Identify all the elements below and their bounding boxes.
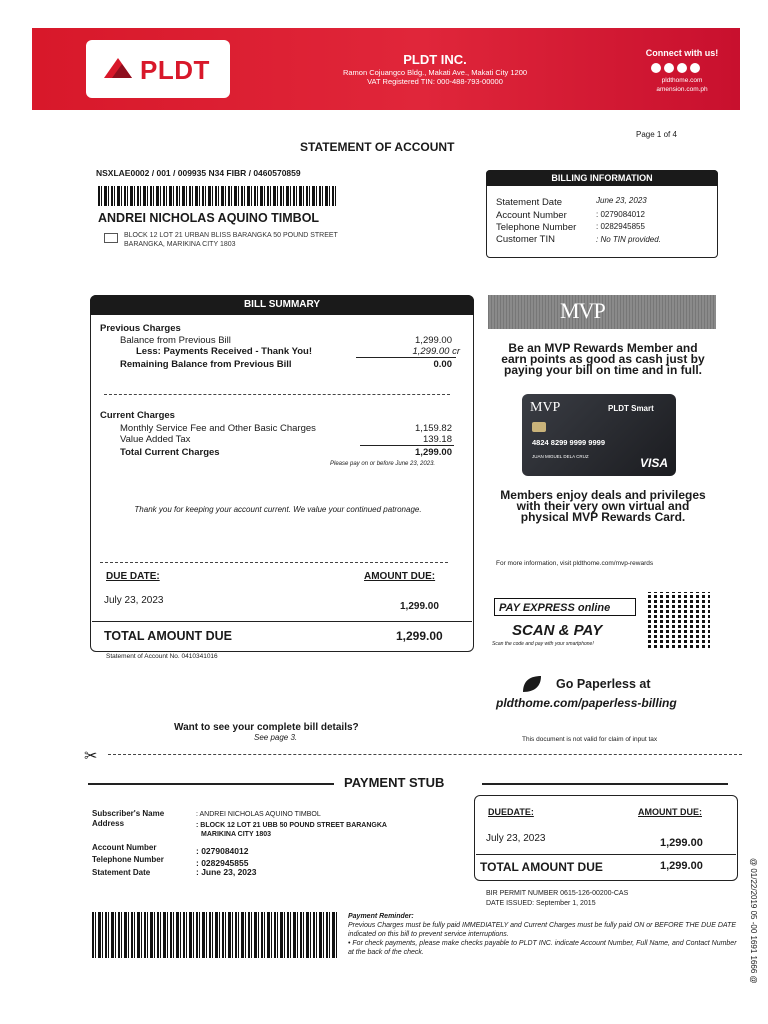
stub-rule-right xyxy=(482,783,728,785)
mvp-card-image xyxy=(522,394,676,476)
bi-value-tin: : No TIN provided. xyxy=(596,235,661,244)
site-link-1[interactable]: pldthome.com xyxy=(661,77,703,84)
card-chip-icon xyxy=(532,422,546,432)
bi-value-statement-date: June 23, 2023 xyxy=(596,196,647,205)
stub-due-label: DUEDATE: xyxy=(488,807,534,817)
bi-label-tin: Customer TIN xyxy=(496,234,555,245)
bi-value-telephone: : 0282945855 xyxy=(596,222,645,231)
stub-value-account: : 0279084012 xyxy=(196,846,249,856)
account-code-line: NSXLAE0002 / 001 / 009935 N34 FIBR / 0460570859 xyxy=(96,168,301,178)
stub-amount-label: AMOUNT DUE: xyxy=(638,807,702,817)
more-info-link[interactable]: For more information, visit pldthome.com/mvp-rewards xyxy=(496,560,654,567)
bi-label-account-number: Account Number xyxy=(496,210,567,221)
connect-text: Connect with us! xyxy=(645,48,719,58)
bi-label-telephone: Telephone Number xyxy=(496,222,577,233)
monthly-fee-value: 1,159.82 xyxy=(415,423,452,434)
stub-total-rule xyxy=(476,854,736,855)
scissors-icon: ✂ xyxy=(84,748,98,765)
stub-value-name: : ANDREI NICHOLAS AQUINO TIMBOL xyxy=(196,811,321,818)
total-amount-value: 1,299.00 xyxy=(396,629,443,643)
bill-details-question: Want to see your complete bill details? xyxy=(174,722,359,733)
stub-value-telephone: : 0282945855 xyxy=(196,858,249,868)
visa-logo: VISA xyxy=(640,456,669,470)
logo-text: PLDT xyxy=(140,55,210,85)
stub-label-account: Account Number xyxy=(92,843,157,852)
members-promo-text: Members enjoy deals and privileges with their very own virtual and physical MVP Rewards Card. xyxy=(500,488,706,524)
soa-number: Statement of Account No. 0410341016 xyxy=(106,653,218,660)
balance-value: 1,299.00 xyxy=(415,335,452,346)
payment-stub-title: PAYMENT STUB xyxy=(344,775,445,790)
due-divider xyxy=(100,562,448,563)
card-mvp-logo: MVP xyxy=(530,400,561,415)
pay-express-logo: PAY EXPRESS online xyxy=(494,598,636,616)
date-issued: DATE ISSUED: September 1, 2015 xyxy=(486,900,596,907)
previous-charges-heading: Previous Charges xyxy=(100,323,181,334)
amount-due-value: 1,299.00 xyxy=(400,601,439,612)
paperless-link[interactable]: pldthome.com/paperless-billing xyxy=(496,696,677,710)
statement-title: STATEMENT OF ACCOUNT xyxy=(300,140,455,154)
stub-total-value: 1,299.00 xyxy=(660,860,703,872)
remaining-value: 0.00 xyxy=(433,359,452,370)
reminder-text-1: Previous Charges must be fully paid IMMEDIATELY and Current Charges must be fully paid ON or BEFORE THE DUE DATE indicated on this bill to prevent service interruptions. xyxy=(348,922,736,938)
leaf-icon xyxy=(521,674,543,694)
remaining-label: Remaining Balance from Previous Bill xyxy=(120,359,292,370)
due-date-label: DUE DATE: xyxy=(106,571,160,582)
mvp-promo-text: Be an MVP Rewards Member and earn points as good as cash just by paying your bill on time and in full. xyxy=(501,341,705,377)
subtotal-rule xyxy=(356,357,456,358)
paperless-heading: Go Paperless at xyxy=(556,677,651,691)
stub-label-telephone: Telephone Number xyxy=(92,855,164,864)
site-link-2[interactable]: amension.com.ph xyxy=(656,86,708,93)
payments-value: 1,299.00 cr xyxy=(412,346,460,357)
card-number: 4824 8299 9999 9999 xyxy=(532,438,605,447)
bill-summary-heading: BILL SUMMARY xyxy=(90,295,474,315)
stub-due-date: July 23, 2023 xyxy=(486,833,546,844)
balance-label: Balance from Previous Bill xyxy=(120,335,231,346)
address-line-2: BARANGKA, MARIKINA CITY 1803 xyxy=(124,241,236,248)
bi-value-account-number: : 0279084012 xyxy=(596,210,645,219)
total-rule xyxy=(92,621,472,622)
bir-permit: BIR PERMIT NUMBER 0615-126-00200-CAS xyxy=(486,890,629,897)
current-charges-heading: Current Charges xyxy=(100,410,175,421)
see-page-note: See page 3. xyxy=(254,733,298,742)
stub-value-address-2: MARIKINA CITY 1803 xyxy=(201,831,272,838)
stub-rule-left xyxy=(88,783,334,785)
twitter-icon[interactable] xyxy=(664,63,674,73)
card-brand: PLDT Smart xyxy=(608,404,654,413)
pldt-logo-icon xyxy=(102,56,136,80)
total-current-label: Total Current Charges xyxy=(120,447,220,458)
instagram-icon[interactable] xyxy=(677,63,687,73)
scan-pay-heading: SCAN & PAY xyxy=(512,622,603,639)
youtube-icon[interactable] xyxy=(690,63,700,73)
stub-label-statement-date: Statement Date xyxy=(92,868,151,877)
total-current-value: 1,299.00 xyxy=(415,447,452,458)
monthly-fee-label: Monthly Service Fee and Other Basic Charges xyxy=(120,423,316,434)
page-number: Page 1 of 4 xyxy=(636,130,677,139)
cut-line xyxy=(108,754,742,755)
payment-barcode xyxy=(92,912,338,958)
due-date-value: July 23, 2023 xyxy=(104,595,164,606)
amount-due-label: AMOUNT DUE: xyxy=(364,571,436,582)
customer-name: ANDREI NICHOLAS AQUINO TIMBOL xyxy=(98,211,320,225)
bi-label-statement-date: Statement Date xyxy=(496,197,563,208)
company-address: Ramon Cojuangco Bldg., Makati Ave., Makati City 1200 xyxy=(342,68,528,77)
facebook-icon[interactable] xyxy=(651,63,661,73)
reminder-text-2: • For check payments, please make checks payable to PLDT INC. indicate Account Number, Full Name, and Contact Number at the back of the check. xyxy=(348,940,737,956)
reminder-title: Payment Reminder: xyxy=(348,913,414,920)
mvp-logo: MVP xyxy=(560,298,605,323)
company-name: PLDT INC. xyxy=(403,52,467,67)
stub-value-statement-date: : June 23, 2023 xyxy=(196,867,257,877)
thank-you-message: Thank you for keeping your account current. We value your continued patronage. xyxy=(134,505,422,514)
address-barcode xyxy=(98,186,336,206)
stub-total-label: TOTAL AMOUNT DUE xyxy=(480,860,603,874)
vat-value: 139.18 xyxy=(422,434,452,445)
side-code: @ 01/22/2019 05 -00 1691 1666 @ xyxy=(749,858,758,984)
envelope-icon xyxy=(104,233,118,243)
scan-note: Scan the code and pay with your smartphone! xyxy=(492,641,594,647)
not-valid-note: This document is not valid for claim of input tax xyxy=(522,736,658,743)
stub-value-address-1: : BLOCK 12 LOT 21 UBB 50 POUND STREET BARANGKA xyxy=(196,822,387,829)
current-subtotal-rule xyxy=(360,445,454,446)
stub-amount: 1,299.00 xyxy=(660,837,703,849)
address-line-1: BLOCK 12 LOT 21 URBAN BLISS BARANGKA 50 POUND STREET xyxy=(124,232,338,239)
company-tin: VAT Registered TIN: 000-488-793-00000 xyxy=(367,77,503,86)
card-holder: JUAN MIGUEL DELA CRUZ xyxy=(532,454,589,459)
pay-before-note: Please pay on or before June 23, 2023. xyxy=(330,461,436,467)
qr-code[interactable] xyxy=(648,592,710,648)
payments-label: Less: Payments Received - Thank You! xyxy=(136,346,312,357)
total-amount-label: TOTAL AMOUNT DUE xyxy=(104,629,233,643)
divider-line xyxy=(104,394,450,395)
stub-label-address: Address xyxy=(92,819,125,828)
vat-label: Value Added Tax xyxy=(120,434,191,445)
stub-label-name: Subscriber's Name xyxy=(92,809,165,818)
billing-info-heading: BILLING INFORMATION xyxy=(486,170,718,186)
